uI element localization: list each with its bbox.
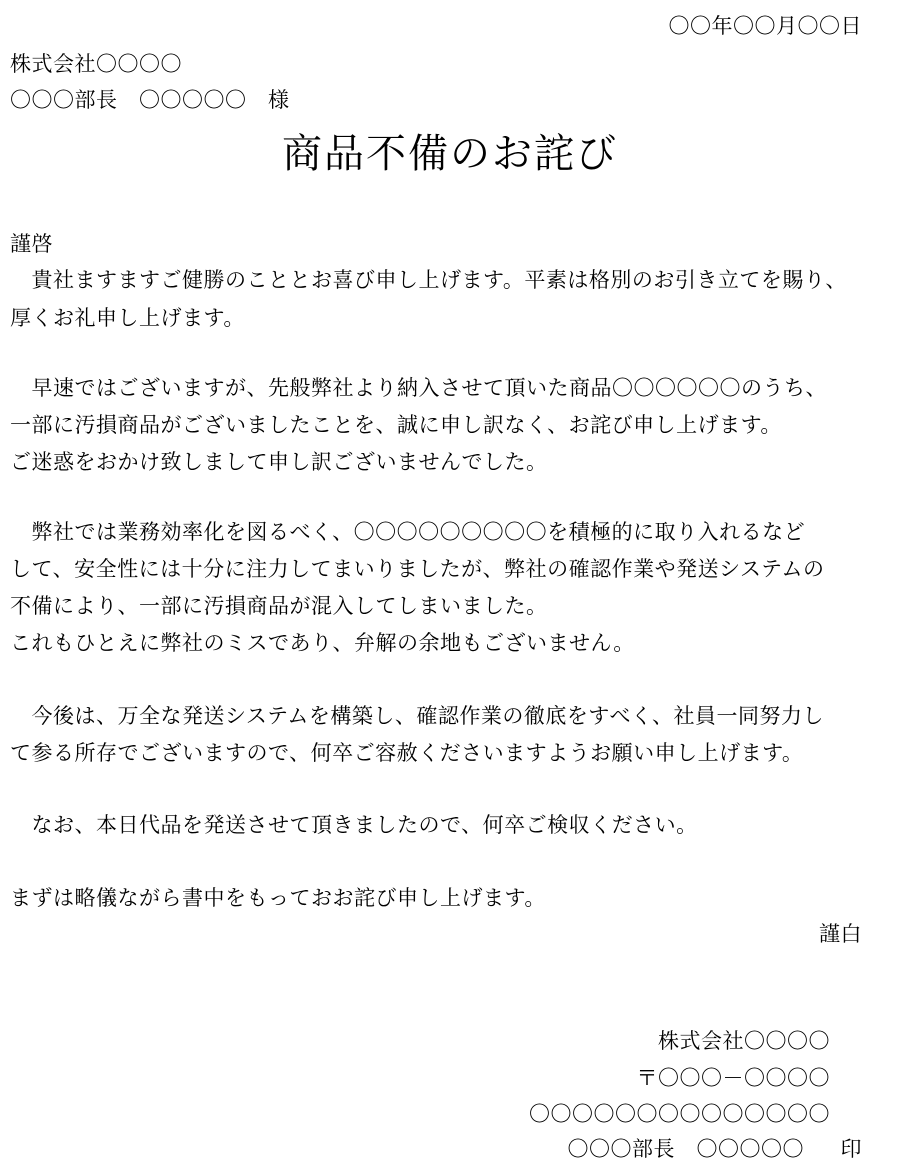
body-line: 早速ではございますが、先般弊社より納入させて頂いた商品〇〇〇〇〇〇のうち、 [10,376,827,400]
seal-mark: 印 [840,1137,862,1161]
recipient-company: 株式会社〇〇〇〇 [10,52,182,76]
sender-person: 〇〇〇部長 〇〇〇〇〇 [567,1137,804,1161]
sender-address: 〇〇〇〇〇〇〇〇〇〇〇〇〇〇 [529,1102,830,1126]
body-line: 貴社ますますご健勝のこととお喜び申し上げます。平素は格別のお引き立てを賜り、 [10,268,847,292]
body-line: 厚くお礼申し上げます。 [10,306,245,330]
recipient-person: 〇〇〇部長 〇〇〇〇〇 様 [10,88,290,112]
salutation: 謹啓 [10,232,53,256]
body-line: 弊社では業務効率化を図るべく、〇〇〇〇〇〇〇〇〇を積極的に取り入れるなど [10,520,806,544]
body-line: 今後は、万全な発送システムを構築し、確認作業の徹底をすべく、社員一同努力し [10,704,825,728]
body-line: まずは略儀ながら書中をもっておお詫び申し上げます。 [10,886,546,910]
closing: 謹白 [819,922,862,946]
letter-title: 商品不備のお詫び [282,131,618,177]
body-line: て参る所存でございますので、何卒ご容赦くださいますようお願い申し上げます。 [10,741,804,765]
body-line: これもひとえに弊社のミスであり、弁解の余地もございません。 [10,631,635,655]
sender-postal: 〒〇〇〇－〇〇〇〇 [636,1066,830,1090]
body-line: なお、本日代品を発送させて頂きましたので、何卒ご検収ください。 [10,813,698,837]
body-line: ご迷惑をおかけ致しまして申し訳ございませんでした。 [10,450,548,474]
body-line: して、安全性には十分に注力してまいりましたが、弊社の確認作業や発送システムの [10,557,825,581]
body-line: 一部に汚損商品がございましたことを、誠に申し訳なく、お詫び申し上げます。 [10,413,782,437]
sender-company: 株式会社〇〇〇〇 [658,1029,830,1053]
letter-date: 〇〇年〇〇月〇〇日 [668,14,862,38]
body-line: 不備により、一部に汚損商品が混入してしまいました。 [10,594,548,618]
